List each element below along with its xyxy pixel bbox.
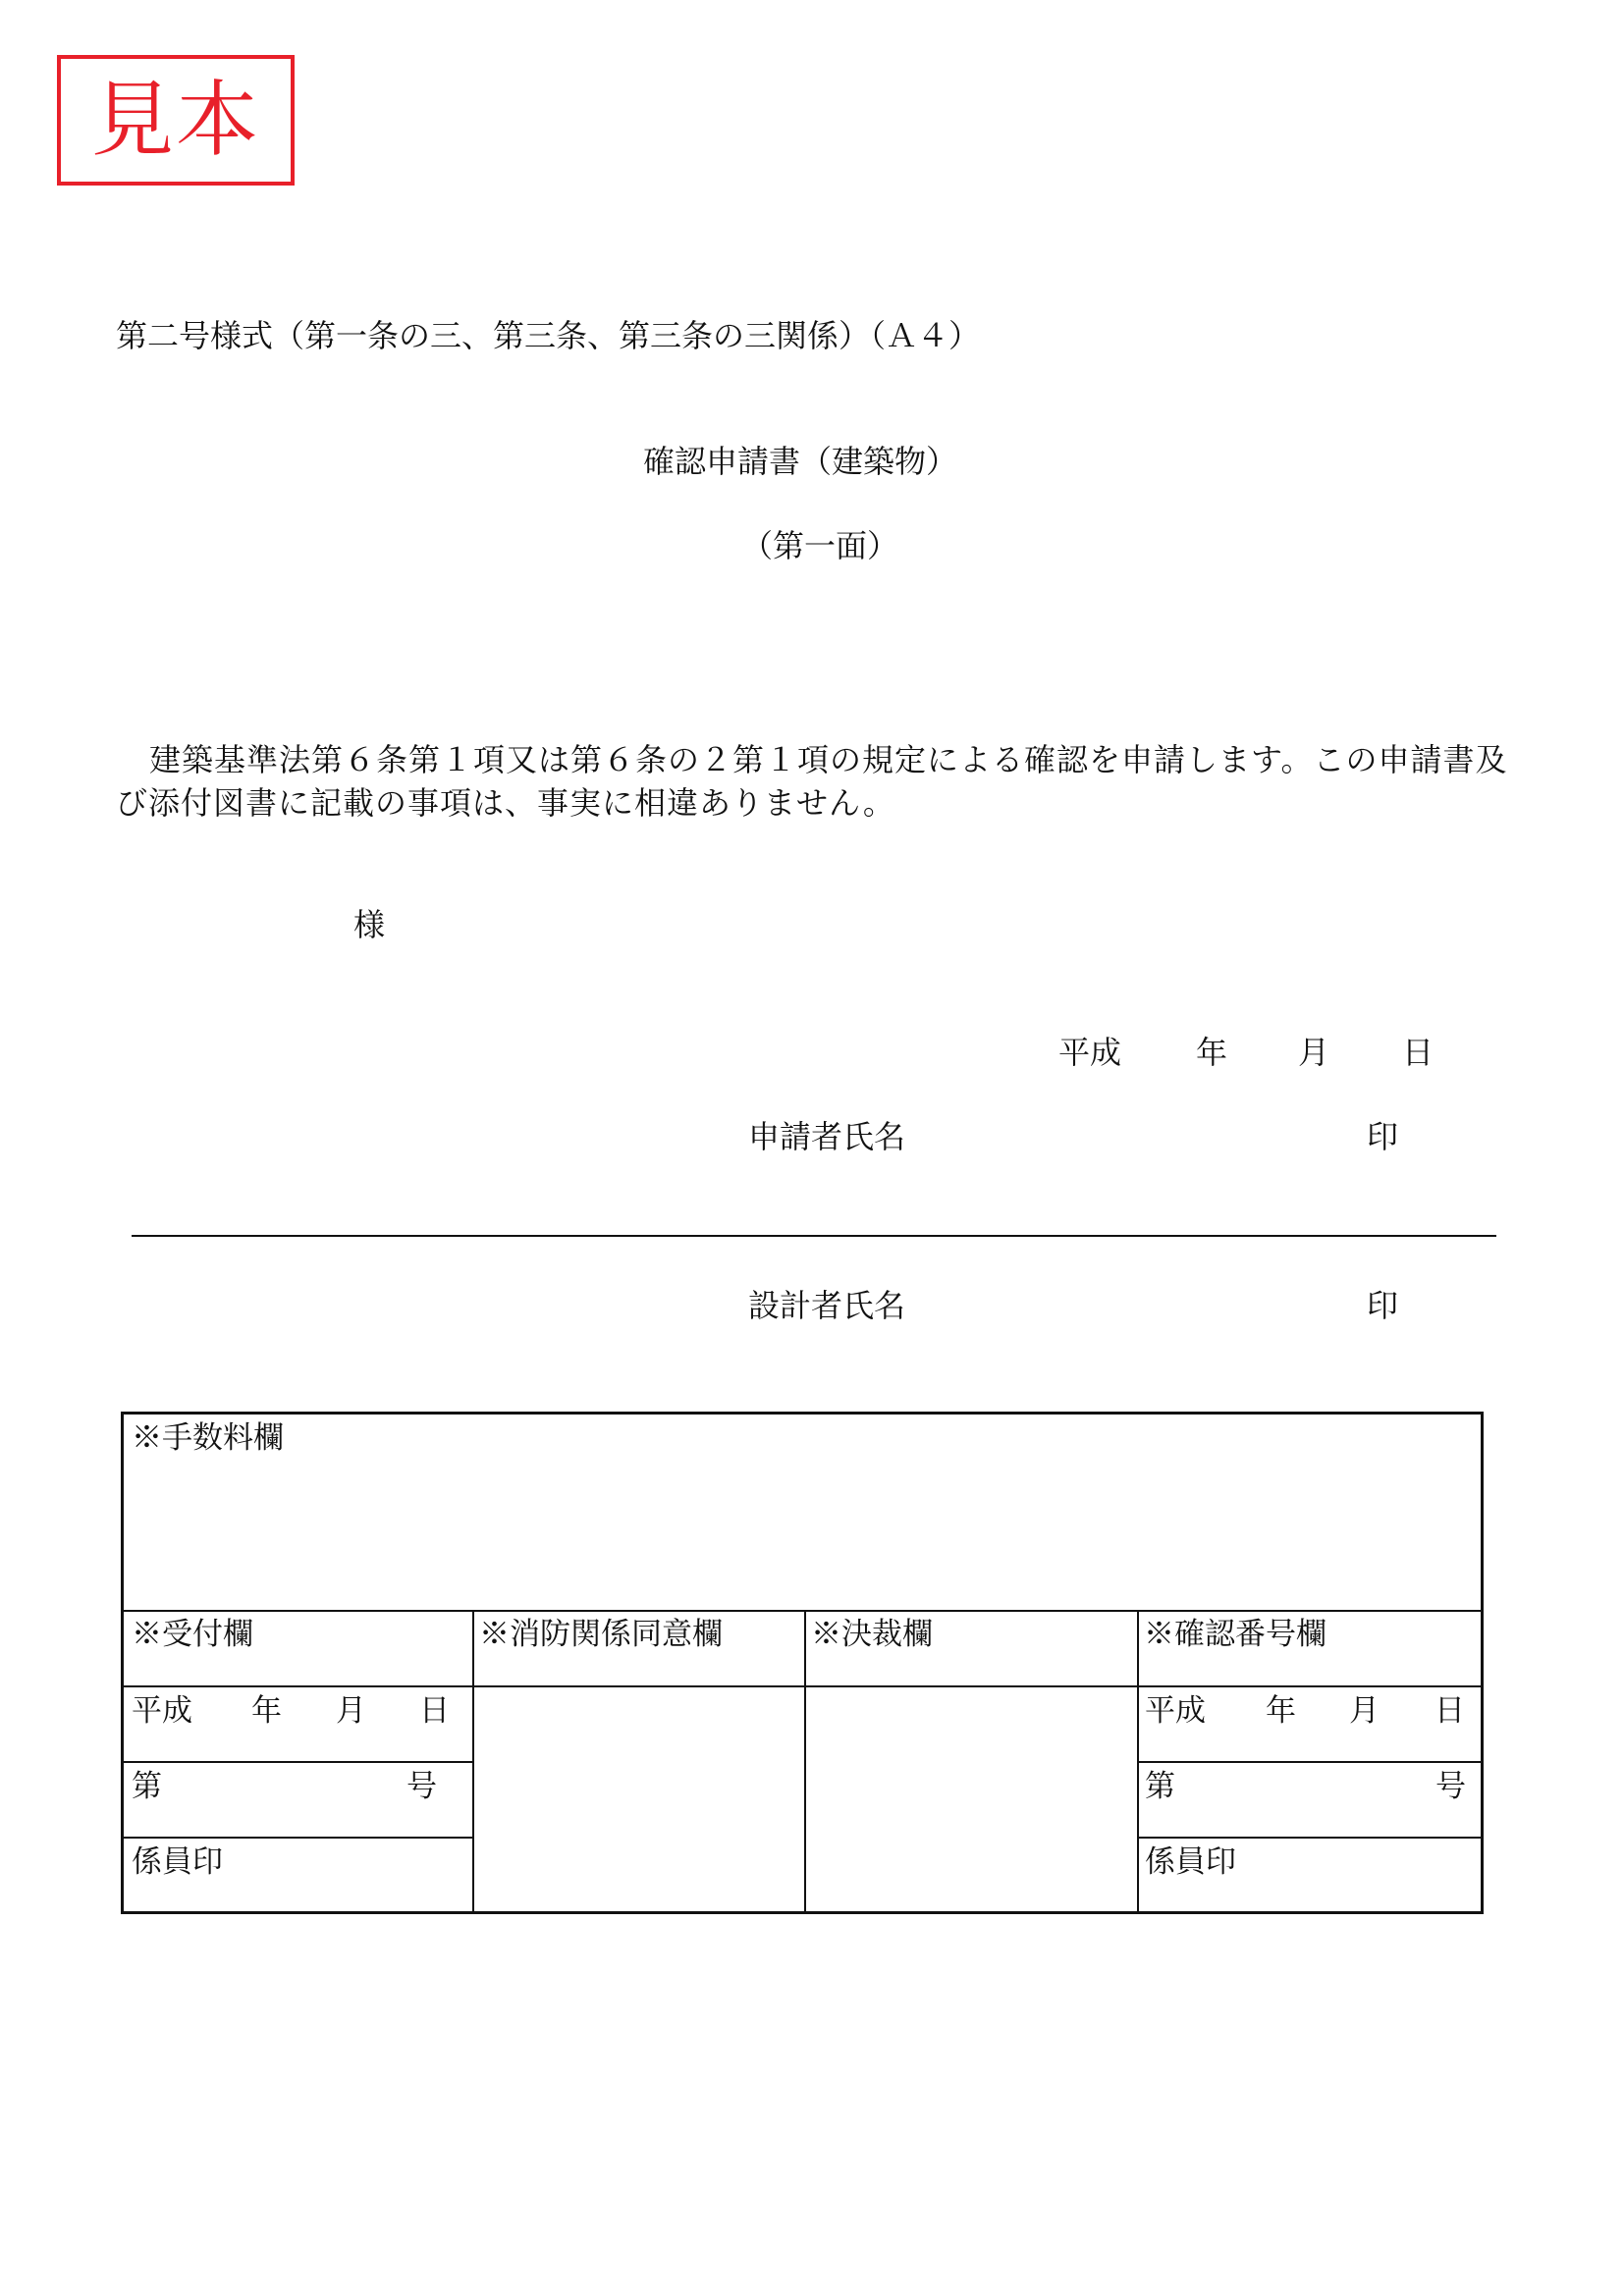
- table-column-divider-3: [1137, 1610, 1139, 1911]
- date-year: 年: [1196, 1034, 1228, 1071]
- table-divider-fee: [124, 1610, 1481, 1612]
- designer-seal: 印: [1367, 1287, 1399, 1324]
- table-column-divider-2: [804, 1610, 806, 1911]
- confirmation-date-day: 日: [1435, 1693, 1465, 1729]
- addressee-suffix: 様: [353, 906, 386, 943]
- reception-number-prefix: 第: [132, 1769, 162, 1804]
- signature-rule: [132, 1235, 1496, 1237]
- fee-field-label: ※手数料欄: [132, 1420, 284, 1456]
- confirmation-date-era: 平成: [1145, 1693, 1206, 1729]
- statement-paragraph: 建築基準法第６条第１項又は第６条の２第１項の規定による確認を申請します。この申請書及び添付図書に記載の事項は、事実に相違ありません。: [116, 741, 1508, 822]
- table-divider-left-1: [124, 1761, 472, 1763]
- reception-date-month: 月: [336, 1693, 366, 1729]
- table-column-divider-1: [472, 1610, 474, 1911]
- date-month: 月: [1298, 1034, 1330, 1071]
- reception-date-era: 平成: [132, 1693, 192, 1729]
- decision-header: ※決裁欄: [811, 1617, 933, 1652]
- office-use-table: [121, 1412, 1484, 1914]
- applicant-seal: 印: [1367, 1118, 1399, 1155]
- table-divider-header: [124, 1685, 1481, 1687]
- reception-staff-seal: 係員印: [132, 1844, 223, 1880]
- form-header: 第二号様式（第一条の三、第三条、第三条の三関係）（Ａ４）: [116, 317, 981, 354]
- confirmation-date-year: 年: [1266, 1693, 1296, 1729]
- document-subtitle: （第一面）: [741, 527, 899, 564]
- reception-date-day: 日: [419, 1693, 450, 1729]
- confirmation-date-month: 月: [1349, 1693, 1380, 1729]
- applicant-name-label: 申請者氏名: [748, 1118, 906, 1155]
- table-divider-right-1: [1137, 1761, 1481, 1763]
- reception-number-suffix: 号: [406, 1769, 437, 1804]
- sample-stamp: 見本: [57, 55, 295, 186]
- date-day: 日: [1402, 1034, 1435, 1071]
- confirmation-staff-seal: 係員印: [1145, 1844, 1236, 1880]
- table-divider-right-2: [1137, 1837, 1481, 1839]
- designer-name-label: 設計者氏名: [748, 1287, 906, 1324]
- reception-header: ※受付欄: [132, 1617, 253, 1652]
- confirmation-number-header: ※確認番号欄: [1144, 1617, 1326, 1652]
- date-era: 平成: [1058, 1034, 1122, 1071]
- reception-date-year: 年: [251, 1693, 282, 1729]
- confirmation-number-suffix: 号: [1435, 1769, 1466, 1804]
- document-title: 確認申請書（建築物）: [643, 443, 958, 480]
- table-divider-left-2: [124, 1837, 472, 1839]
- fire-consent-header: ※消防関係同意欄: [479, 1617, 723, 1652]
- confirmation-number-prefix: 第: [1145, 1769, 1175, 1804]
